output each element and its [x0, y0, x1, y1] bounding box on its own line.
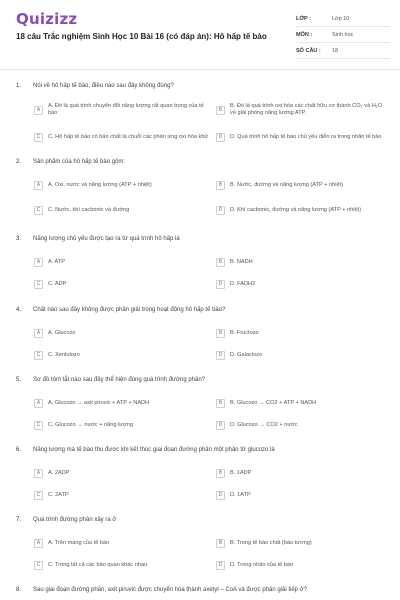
answer-option-b[interactable] [216, 99, 386, 121]
option-text: C. Hô hấp tế bào có bản chất là chuỗi các phản ứng oxi hóa khử [48, 133, 209, 140]
answer-option-d[interactable] [216, 276, 386, 292]
question-text: Chất nào sau đây không được phân giải trong hoạt động hô hấp tế bào? [33, 307, 226, 313]
answer-option-c[interactable] [34, 347, 209, 363]
meta-value: Sinh học [332, 31, 354, 38]
option-text: A. 2ADP [48, 469, 70, 476]
answer-option-b[interactable] [216, 177, 386, 193]
option-letter-box: A [34, 181, 43, 190]
answer-option-c[interactable] [34, 202, 209, 218]
option-text: B. NADH [230, 258, 253, 265]
option-letter-box: D [216, 206, 225, 215]
option-text: B. Glucozo → CO2 + ATP + NADH [230, 399, 317, 406]
option-letter-box: D [216, 280, 225, 289]
option-text: B. Nước, đường và năng lượng (ATP + nhiệt) [230, 181, 343, 188]
question-text: Năng lượng chủ yếu được tạo ra từ quá trình hô hấp là [33, 236, 180, 242]
option-letter-box: C [34, 206, 43, 215]
answer-option-c[interactable] [34, 557, 209, 573]
option-text: A. ATP [48, 258, 65, 265]
option-letter-box: D [216, 561, 225, 570]
question-number: 3. [16, 236, 22, 242]
answer-option-c[interactable] [34, 417, 209, 433]
option-letter-box: B [216, 181, 225, 190]
option-text: D. Quá trình hô hấp tế bào chủ yếu diễn ra trong nhân tế bào [230, 133, 382, 140]
option-text: A. Đó là quá trình chuyển đổi năng lượng rất quan trọng của tế bào [48, 103, 204, 116]
question-text: Quá trình đường phân xảy ra ở [33, 517, 117, 523]
meta-value: 18 [332, 47, 339, 54]
option-text: D. 1ATP [230, 491, 251, 498]
question-number: 2. [16, 159, 22, 165]
option-letter-box: C [34, 351, 43, 360]
option-letter-box: C [34, 421, 43, 430]
option-text: C. Nước, khí cacbonic và đường [48, 206, 130, 213]
option-text: B. 1ADP [230, 469, 252, 476]
answer-option-b[interactable] [216, 535, 386, 551]
option-letter-box: B [216, 539, 225, 548]
meta-label: LỚP : [296, 15, 311, 22]
answer-option-a[interactable] [34, 99, 209, 121]
meta-label: MÔN : [296, 31, 313, 38]
option-letter-box: C [34, 133, 43, 142]
document-title: 18 câu Trắc nghiệm Sinh Học 10 Bài 16 (có đáp án): Hô hấp tế bào [16, 32, 267, 41]
question-text: Nói về hô hấp tế bào, điều nào sau đây không đúng? [33, 83, 174, 89]
option-letter-box: D [216, 351, 225, 360]
meta-value: Lớp 10 [332, 15, 350, 22]
document-header [0, 0, 400, 70]
option-letter-box: D [216, 491, 225, 500]
option-text: A. Glucozo [48, 329, 76, 336]
answer-option-a[interactable] [34, 325, 209, 341]
option-text: D. Galactozo [230, 351, 263, 358]
question-number: 8. [16, 587, 22, 593]
question-text: Sản phẩm của hô hấp tế bào gồm: [33, 159, 126, 165]
question-number: 7. [16, 517, 22, 523]
option-text: D. FADH2 [230, 280, 256, 287]
option-letter-box: B [216, 258, 225, 267]
option-letter-box: C [34, 491, 43, 500]
option-letter-box: A [34, 258, 43, 267]
option-letter-box: D [216, 421, 225, 430]
option-text: C. Xenlulozo [48, 351, 80, 358]
answer-option-c[interactable] [34, 276, 209, 292]
option-letter-box: A [34, 399, 43, 408]
answer-option-d[interactable] [216, 126, 386, 148]
option-letter-box: A [34, 329, 43, 338]
question-text: Sơ đồ tóm tắt nào sau đây thể hiện đúng quá trình đường phân? [33, 377, 206, 383]
answer-option-d[interactable] [216, 557, 386, 573]
answer-option-a[interactable] [34, 177, 209, 193]
meta-subject-row [296, 27, 390, 43]
answer-option-b[interactable] [216, 395, 386, 411]
option-letter-box: D [216, 133, 225, 142]
answer-option-c[interactable] [34, 487, 209, 503]
meta-label: SỐ CÂU : [296, 47, 321, 54]
meta-class-row [296, 11, 390, 27]
question-number: 6. [16, 447, 22, 453]
option-letter-box: A [34, 539, 43, 548]
meta-count-row [296, 43, 390, 59]
option-text: C. 2ATP [48, 491, 69, 498]
option-text: D. Trong nhân của tế bào [230, 561, 294, 568]
question-text: Năng lượng mà tế bào thu được khi kết thúc giai đoạn đường phân một phân tử glucozo là [33, 447, 275, 453]
answer-option-a[interactable] [34, 254, 209, 270]
option-text: D. Khí cacbonic, đường và năng lượng (ATP + nhiệt) [230, 206, 362, 213]
document-meta [296, 11, 390, 59]
answer-option-d[interactable] [216, 200, 386, 220]
question-number: 5. [16, 377, 22, 383]
option-letter-box: C [34, 280, 43, 289]
answer-option-c[interactable] [34, 126, 209, 148]
option-letter-box: B [216, 399, 225, 408]
option-text: B. Fructozo [230, 329, 259, 336]
option-letter-box: B [216, 469, 225, 478]
option-letter-box: A [34, 106, 43, 115]
option-text: A. Trên màng của tế bào [48, 539, 110, 546]
quizizz-logo: Quizizz [16, 10, 78, 28]
option-letter-box: B [216, 329, 225, 338]
answer-option-d[interactable] [216, 417, 386, 433]
question-number: 1. [16, 83, 22, 89]
answer-option-b[interactable] [216, 325, 386, 341]
option-text: C. ADP [48, 280, 67, 287]
option-text: A. Oxi, nước và năng lượng (ATP + nhiệt) [48, 181, 152, 188]
option-text: B. Trong tế bào chất (bào tương) [230, 539, 312, 546]
answer-option-a[interactable] [34, 395, 209, 411]
answer-option-a[interactable] [34, 465, 209, 481]
option-text: D. Glucozo → CO2 + nước [230, 421, 298, 428]
option-letter-box: B [216, 106, 225, 115]
question-number: 4. [16, 307, 22, 313]
answer-option-a[interactable] [34, 535, 209, 551]
answer-option-b[interactable] [216, 465, 386, 481]
answer-option-d[interactable] [216, 487, 386, 503]
option-text: C. Glucozo → nước + năng lượng [48, 421, 133, 428]
option-text: B. Đó là quá trình oxi hóa các chất hữu cơ thành CO₂ và H₂O và giải phóng năng lượng ATP [230, 103, 383, 116]
option-letter-box: C [34, 561, 43, 570]
option-text: C. Trong tất cả các bào quan khác nhau [48, 561, 148, 568]
option-letter-box: A [34, 469, 43, 478]
answer-option-b[interactable] [216, 254, 386, 270]
question-text: Sau giai đoạn đường phân, axit piruvic được chuyển hóa thành axetyl – CoA và được phân giải tiếp ở? [33, 587, 307, 593]
option-text: A. Glucozo → axit piruvic + ATP + NADH [48, 399, 150, 406]
answer-option-d[interactable] [216, 347, 386, 363]
